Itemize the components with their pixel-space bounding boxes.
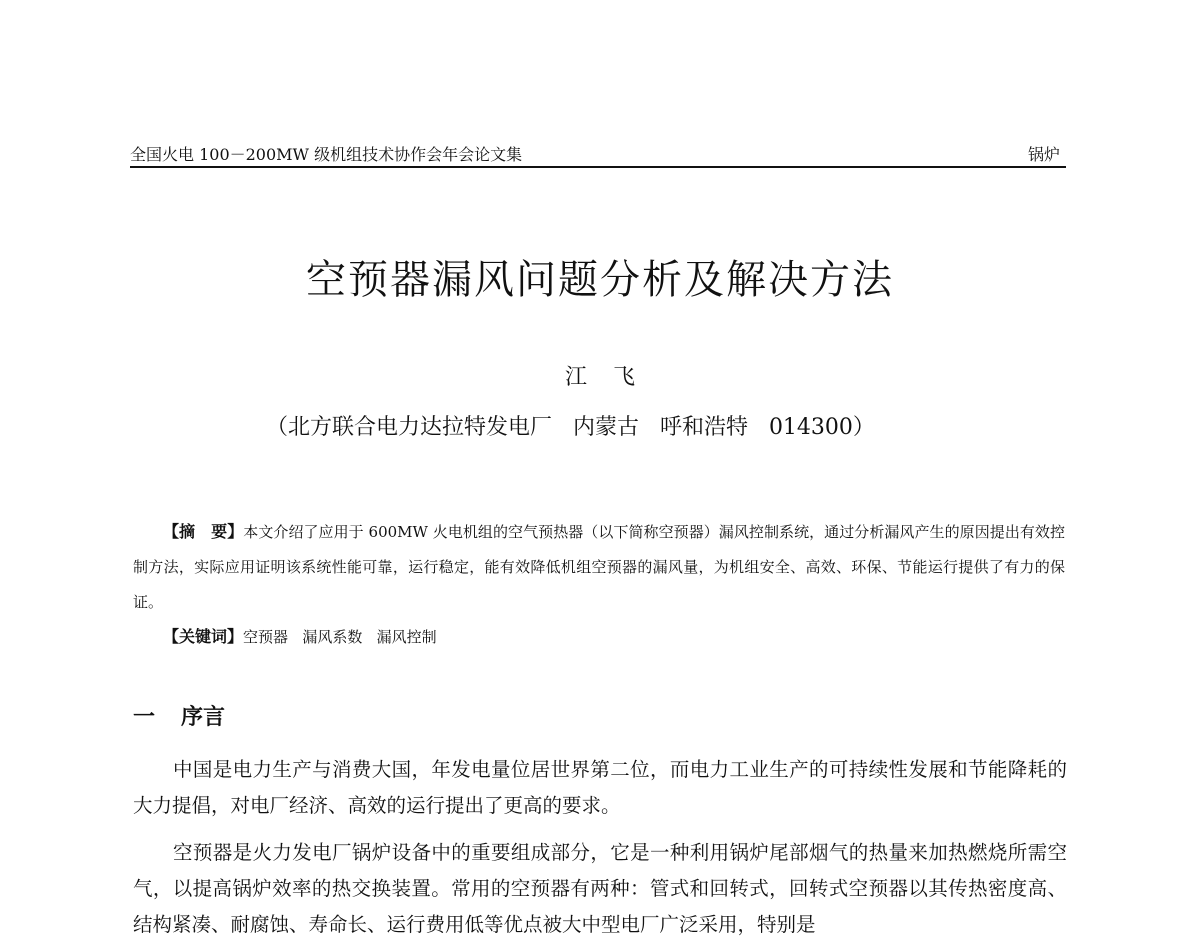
section-heading — [133, 700, 225, 731]
author-affiliation: （北方联合电力达拉特发电厂 内蒙古 呼和浩特 014300） — [266, 415, 875, 440]
paper-title: 空预器漏风问题分析及解决方法 — [306, 257, 894, 303]
header-proceedings-title: 全国火电 100－200MW 级机组技术协作会年会论文集 — [130, 145, 523, 164]
body-paragraph: 空预器是火力发电厂锅炉设备中的重要组成部分，它是一种利用锅炉尾部烟气的热量来加热燃烧所需空气，以提高锅炉效率的热交换装置。常用的空预器有两种：管式和回转式，回转式空预器以其传热密度高、结构紧凑、耐腐蚀、寿命长、运行费用低等优点被大中型电厂广泛采用，特别是 — [133, 841, 1067, 936]
abstract-label: 【摘 要】 — [163, 522, 244, 541]
abstract-text: 本文介绍了应用于 600MW 火电机组的空气预热器（以下简称空预器）漏风控制系统，通过分析漏风产生的原因提出有效控制方法，实际应用证明该系统性能可靠，运行稳定，能有效降低机组空预器的漏风量，为机组安全、高效、环保、节能运行提供了有力的保证。 — [133, 523, 1065, 611]
abstract — [133, 514, 1065, 620]
author-name: 江飞 — [564, 365, 661, 390]
section-number: 一 — [133, 705, 156, 730]
section-title: 序言 — [181, 705, 226, 730]
running-header — [130, 140, 1066, 168]
header-section-label: 锅炉 — [1027, 145, 1060, 164]
keywords-text: 空预器 漏风系数 漏风控制 — [243, 628, 437, 646]
body-paragraph: 中国是电力生产与消费大国，年发电量位居世界第二位，而电力工业生产的可持续性发展和节能降耗的大力提倡，对电厂经济、高效的运行提出了更高的要求。 — [133, 758, 1067, 817]
keywords — [163, 624, 437, 647]
keywords-label: 【关键词】 — [163, 627, 244, 646]
